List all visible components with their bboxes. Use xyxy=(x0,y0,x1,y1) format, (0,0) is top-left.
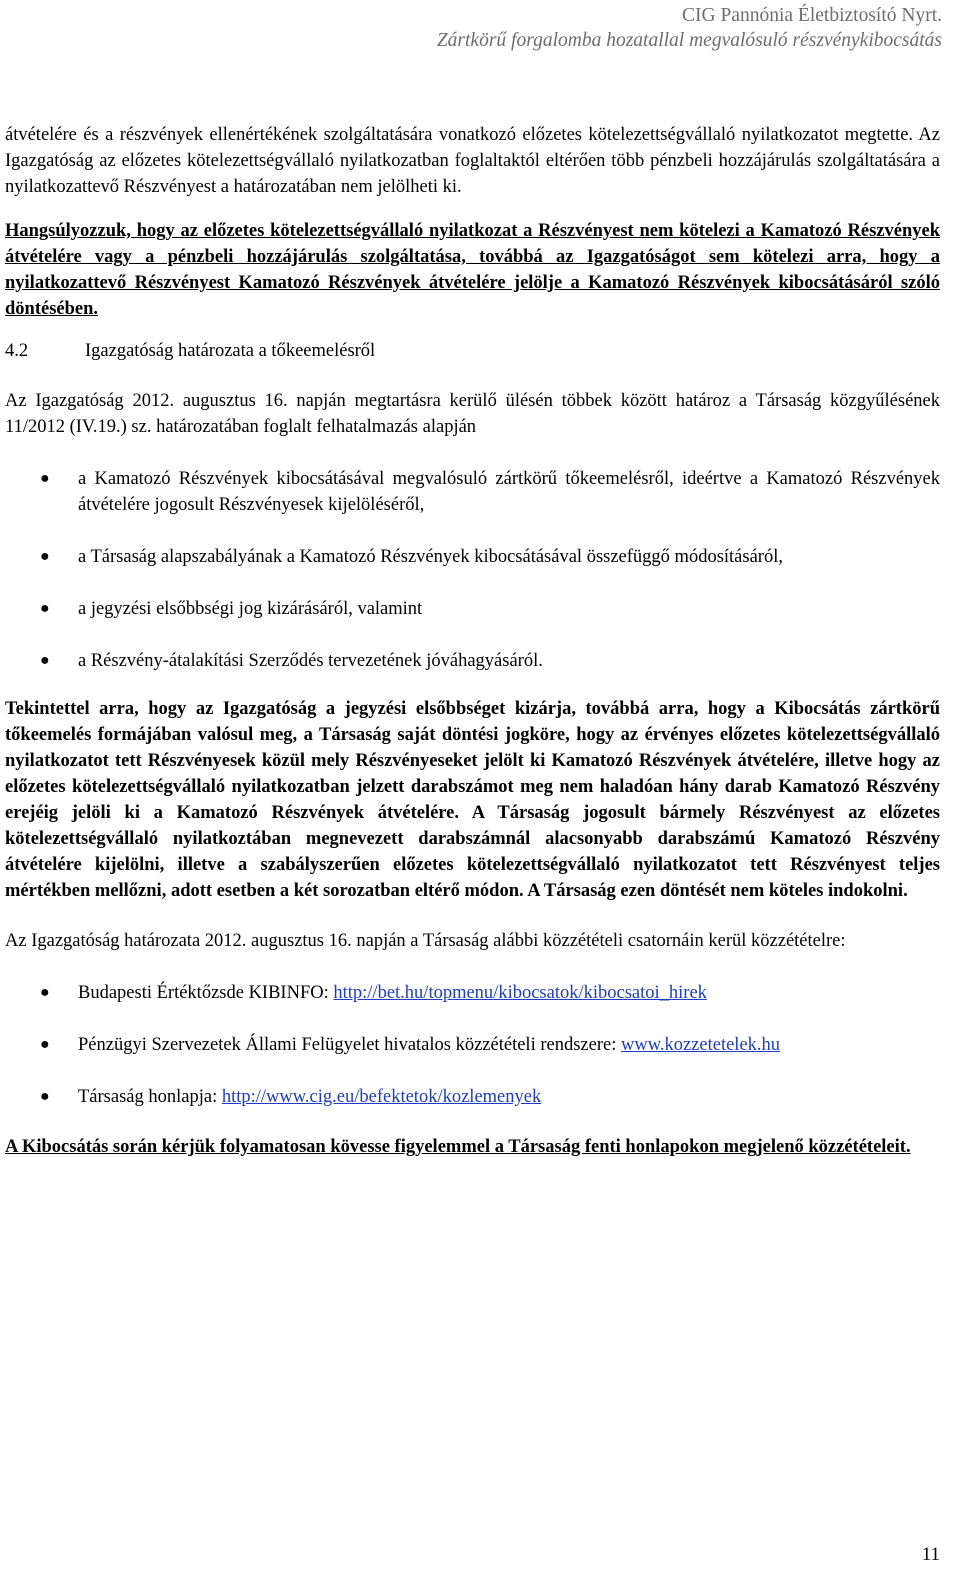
decision-list xyxy=(5,466,940,674)
list-item xyxy=(5,1032,940,1058)
paragraph-board-meeting: Az Igazgatóság 2012. augusztus 16. napján megtartásra kerülő ülésén többek között határoz a Társaság közgyűlésének 11/2012 (IV.19.) sz. határozatában foglalt felhatalmazás alapján xyxy=(5,391,940,437)
bullet-icon: ● xyxy=(40,652,50,669)
bullet-icon: ● xyxy=(40,984,50,1001)
page-header xyxy=(437,3,942,53)
bullet-icon: ● xyxy=(40,1036,50,1053)
list-item: ● a Társaság alapszabályának a Kamatozó Részvények kibocsátásával összefüggő módosításáról, xyxy=(5,544,940,570)
page-number: 11 xyxy=(921,1544,940,1565)
header-subtitle: Zártkörű forgalomba hozatallal megvalósuló részvénykibocsátás xyxy=(436,30,942,51)
section-number: 4.2 xyxy=(5,341,29,361)
channel-label: Társaság honlapja: xyxy=(78,1087,222,1107)
list-item: ● a jegyzési elsőbbségi jog kizárásáról, valamint xyxy=(5,596,940,622)
paragraph-emphasis: Hangsúlyozzuk, hogy az előzetes kötelezettségvállaló nyilatkozat a Részvényest nem kötelezi a Kamatozó Részvények átvételére vagy a pénzbeli hozzájárulás szolgáltatása, továbbá az Igazgatóságot sem kötelezi arra, hogy a nyilatkozattevő Részvényest Kamatozó Részvények átvételére jelölje a Kamatozó Részvények kibocsátásáról szóló döntésében. xyxy=(5,221,940,319)
paragraph-publication: Az Igazgatóság határozata 2012. augusztus 16. napján a Társaság alábbi közzétételi csatornáin kerül közzétételre: xyxy=(5,931,846,951)
publication-channels xyxy=(5,980,940,1110)
channel-label: Budapesti Értéktőzsde KIBINFO: xyxy=(78,983,334,1003)
link-kozzetetelek[interactable]: www.kozzetetelek.hu xyxy=(620,1035,781,1055)
document-body xyxy=(5,122,940,1160)
bullet-icon: ● xyxy=(40,548,50,565)
link-kibinfo[interactable]: http://bet.hu/topmenu/kibocsatok/kibocsatoi_hirek xyxy=(333,983,707,1003)
list-item xyxy=(5,980,940,1006)
list-item: ● a Kamatozó Részvények kibocsátásával megvalósuló zártkörű tőkeemelésről, ideértve a Kamatozó Részvények átvételére jogosult Részvényesek kijelöléséről, xyxy=(5,466,940,518)
bullet-icon: ● xyxy=(40,600,50,617)
link-cig-homepage[interactable]: http://www.cig.eu/befektetok/kozlemenyek xyxy=(221,1087,542,1107)
paragraph-continuation: átvételére és a részvények ellenértékének szolgáltatására vonatkozó előzetes kötelezettségvállaló nyilatkozatot megtette. Az Igazgatóság az előzetes kötelezettségvállaló nyilatkozatban foglaltaktól eltérően több pénzbeli hozzájárulás szolgáltatására a nyilatkozattevő Részvényest a határozatában nem jelölheti ki. xyxy=(5,125,940,197)
section-title: Igazgatóság határozata a tőkeemelésről xyxy=(85,341,376,361)
paragraph-closing-notice: A Kibocsátás során kérjük folyamatosan kövesse figyelemmel a Társaság fenti honlapokon megjelenő közzétételeit. xyxy=(5,1137,911,1157)
header-company: CIG Pannónia Életbiztosító Nyrt. xyxy=(682,5,942,26)
section-heading xyxy=(5,338,940,364)
bullet-icon: ● xyxy=(40,1088,50,1105)
bullet-icon: ● xyxy=(40,470,50,487)
channel-label: Pénzügyi Szervezetek Állami Felügyelet hivatalos közzétételi rendszere: xyxy=(78,1035,621,1055)
list-item: ● a Részvény-átalakítási Szerződés tervezetének jóváhagyásáról. xyxy=(5,648,940,674)
list-item xyxy=(5,1084,940,1110)
paragraph-allocation: Tekintettel arra, hogy az Igazgatóság a jegyzési elsőbbséget kizárja, továbbá arra, hogy a Kibocsátás zártkörű tőkeemelés formájában valósul meg, a Társaság saját döntési jogköre, hogy az érvényes előzetes kötelezettségvállaló nyilatkozatot tett Részvényesek közül mely Részvényeseket jelölt ki Kamatozó Részvények átvételére, illetve hogy az előzetes kötelezettségvállaló nyilatkozatban jelzett darabszámot meg nem haladóan hány darab Kamatozó Részvény erejéig jelöli ki a Kamatozó Részvények átvételére. A Társaság jogosult bármely Részvényest az előzetes kötelezettségvállaló nyilatkoztában megnevezett darabszámnál alacsonyabb darabszámú Kamatozó Részvény átvételére kijelölni, illetve a szabályszerűen előzetes kötelezettségvállaló nyilatkozatot tett Részvényest teljes mértékben mellőzni, adott esetben a két sorozatban eltérő módon. A Társaság ezen döntését nem köteles indokolni. xyxy=(5,699,940,901)
